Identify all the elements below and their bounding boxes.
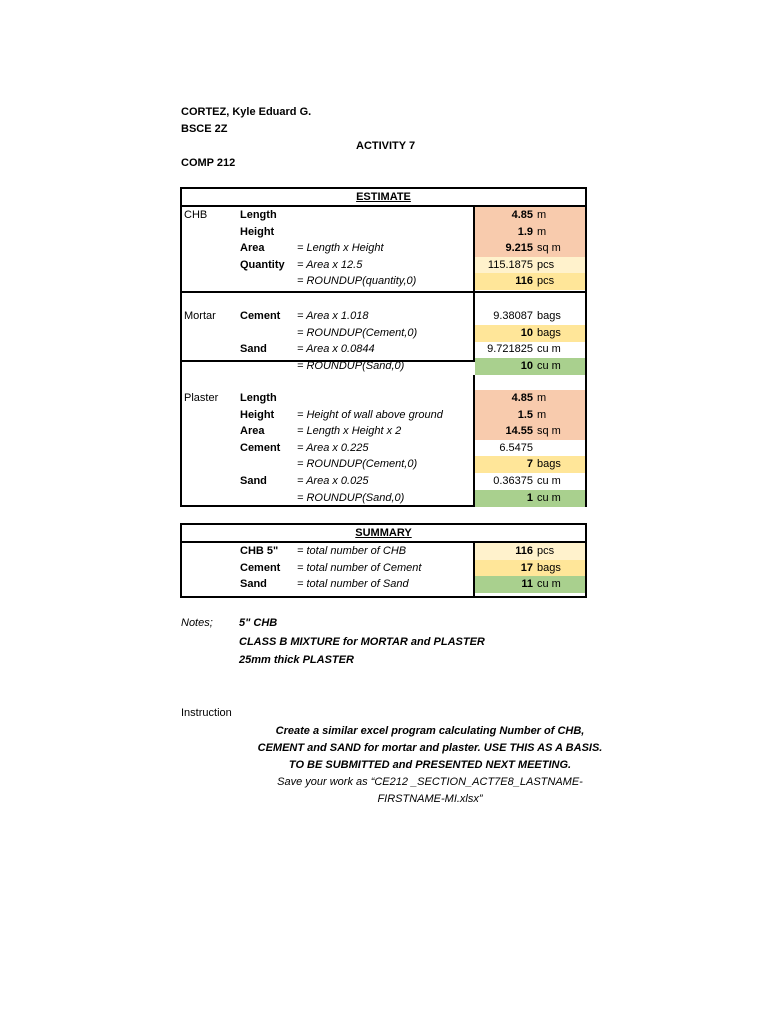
instruction-line: TO BE SUBMITTED and PRESENTED NEXT MEETING. [288, 759, 572, 771]
value-unit: cu m [537, 475, 561, 487]
activity-title: ACTIVITY 7 [356, 140, 416, 152]
group-label: Mortar [184, 310, 216, 322]
estimate-row [182, 576, 585, 593]
value-unit: pcs [537, 545, 555, 557]
value-cell [475, 543, 585, 560]
estimate-row [182, 257, 585, 274]
value-number: 9.721825 [487, 343, 533, 356]
value-unit: pcs [537, 258, 555, 271]
item-label: Cement [240, 561, 281, 574]
item-label: Sand [240, 475, 267, 487]
section-divider [182, 291, 585, 293]
formula-text: = Area x 0.225 [297, 441, 369, 454]
value-cell [475, 440, 585, 457]
value-number: 4.85 [511, 392, 533, 404]
formula-text: = Length x Height [297, 242, 384, 255]
item-label: CHB 5" [240, 545, 279, 557]
value-number: 6.5475 [499, 441, 533, 454]
value-unit: m [537, 408, 547, 421]
estimate-row [182, 390, 585, 407]
item-label: Sand [240, 343, 267, 356]
item-label: Length [240, 209, 277, 221]
instruction-label: Instruction [181, 707, 232, 719]
value-number: 116 [515, 545, 533, 557]
value-number: 0.36375 [493, 475, 533, 487]
student-section: BSCE 2Z [181, 123, 228, 135]
formula-text: = total number of CHB [297, 545, 407, 557]
item-label: Sand [240, 578, 267, 591]
formula-text: = Area x 12.5 [297, 258, 363, 271]
value-unit: bags [537, 561, 561, 574]
formula-text: = Length x Height x 2 [297, 425, 402, 438]
item-label: Cement [240, 310, 281, 322]
value-cell [475, 325, 585, 342]
formula-text: = ROUNDUP(Cement,0) [297, 326, 418, 339]
estimate-row [182, 473, 585, 490]
group-label: Plaster [184, 392, 219, 404]
instruction-line: Save your work as “CE212 _SECTION_ACT7E8_LASTNAME- [277, 776, 583, 788]
value-cell [475, 423, 585, 440]
item-label: Length [240, 392, 277, 404]
value-unit: cu m [537, 491, 561, 504]
value-unit: m [537, 392, 547, 404]
formula-text: = Area x 0.0844 [297, 343, 375, 356]
item-label: Height [240, 408, 275, 421]
estimate-row [182, 490, 585, 507]
formula-text: = Area x 1.018 [297, 310, 369, 322]
value-unit: m [537, 209, 547, 221]
formula-text: = ROUNDUP(Sand,0) [297, 359, 405, 372]
value-unit: sq m [537, 242, 561, 255]
note-line: 25mm thick PLASTER [239, 654, 354, 666]
value-cell [475, 240, 585, 257]
estimate-row [182, 341, 585, 358]
group-label: CHB [184, 209, 208, 221]
value-cell [475, 560, 585, 577]
course-code: COMP 212 [181, 157, 236, 169]
value-unit: bags [537, 458, 561, 471]
value-number: 1.9 [517, 225, 533, 238]
estimate-row [182, 407, 585, 424]
value-number: 115.1875 [487, 258, 533, 271]
value-number: 4.85 [511, 209, 533, 221]
formula-text: = Area x 0.025 [297, 475, 369, 487]
estimate-title: ESTIMATE [182, 189, 585, 207]
value-number: 1.5 [517, 408, 533, 421]
estimate-row [182, 358, 585, 375]
summary-title: SUMMARY [182, 525, 585, 543]
estimate-row [182, 273, 585, 290]
formula-text: = ROUNDUP(quantity,0) [297, 275, 417, 288]
value-cell [475, 341, 585, 358]
value-cell [475, 490, 585, 507]
formula-text: = ROUNDUP(Sand,0) [297, 491, 405, 504]
estimate-row [182, 440, 585, 457]
value-cell [475, 273, 585, 290]
value-number: 1 [526, 491, 533, 504]
value-number: 116 [515, 275, 533, 288]
value-number: 10 [520, 326, 533, 339]
value-unit: cu m [537, 578, 561, 591]
formula-text: = total number of Sand [297, 578, 409, 591]
value-unit: bags [537, 310, 561, 322]
instruction-line: FIRSTNAME-MI.xlsx” [377, 793, 483, 805]
value-number: 10 [520, 359, 533, 372]
item-label: Height [240, 225, 275, 238]
instruction-line: Create a similar excel program calculating Number of CHB, [275, 725, 585, 737]
notes-label: Notes; [181, 617, 213, 629]
formula-text: = ROUNDUP(Cement,0) [297, 458, 418, 471]
estimate-row [182, 224, 585, 241]
value-unit: pcs [537, 275, 555, 288]
value-cell [475, 473, 585, 490]
estimate-row [182, 240, 585, 257]
estimate-table [180, 187, 587, 507]
value-number: 9.215 [505, 242, 533, 255]
item-label: Area [240, 425, 265, 438]
estimate-row [182, 308, 585, 325]
note-line: CLASS B MIXTURE for MORTAR and PLASTER [239, 636, 485, 648]
value-number: 9.38087 [493, 310, 533, 322]
value-number: 7 [526, 458, 533, 471]
value-cell [475, 358, 585, 375]
formula-text: = total number of Cement [297, 561, 422, 574]
item-label: Area [240, 242, 265, 255]
value-cell [475, 576, 585, 593]
estimate-row [182, 207, 585, 224]
value-unit: bags [537, 326, 561, 339]
value-cell [475, 407, 585, 424]
item-label: Cement [240, 441, 281, 454]
value-number: 11 [521, 578, 533, 591]
value-cell [475, 308, 585, 325]
estimate-row [182, 543, 585, 560]
value-cell [475, 207, 585, 224]
value-cell [475, 390, 585, 407]
item-label: Quantity [240, 258, 285, 271]
value-number: 17 [520, 561, 533, 574]
student-name: CORTEZ, Kyle Eduard G. [181, 106, 312, 118]
estimate-row [182, 456, 585, 473]
value-cell [475, 257, 585, 274]
value-cell [475, 456, 585, 473]
value-unit: cu m [537, 359, 561, 372]
estimate-row [182, 560, 585, 577]
value-number: 14.55 [505, 425, 533, 438]
value-unit: cu m [537, 343, 561, 356]
value-unit: sq m [537, 425, 561, 438]
estimate-row [182, 423, 585, 440]
instruction-line: CEMENT and SAND for mortar and plaster. USE THIS AS A BASIS. [257, 742, 603, 754]
note-line: 5" CHB [239, 617, 278, 629]
value-cell [475, 224, 585, 241]
value-unit: m [537, 225, 547, 238]
summary-table [180, 523, 587, 598]
formula-text: = Height of wall above ground [297, 408, 443, 421]
estimate-row [182, 325, 585, 342]
